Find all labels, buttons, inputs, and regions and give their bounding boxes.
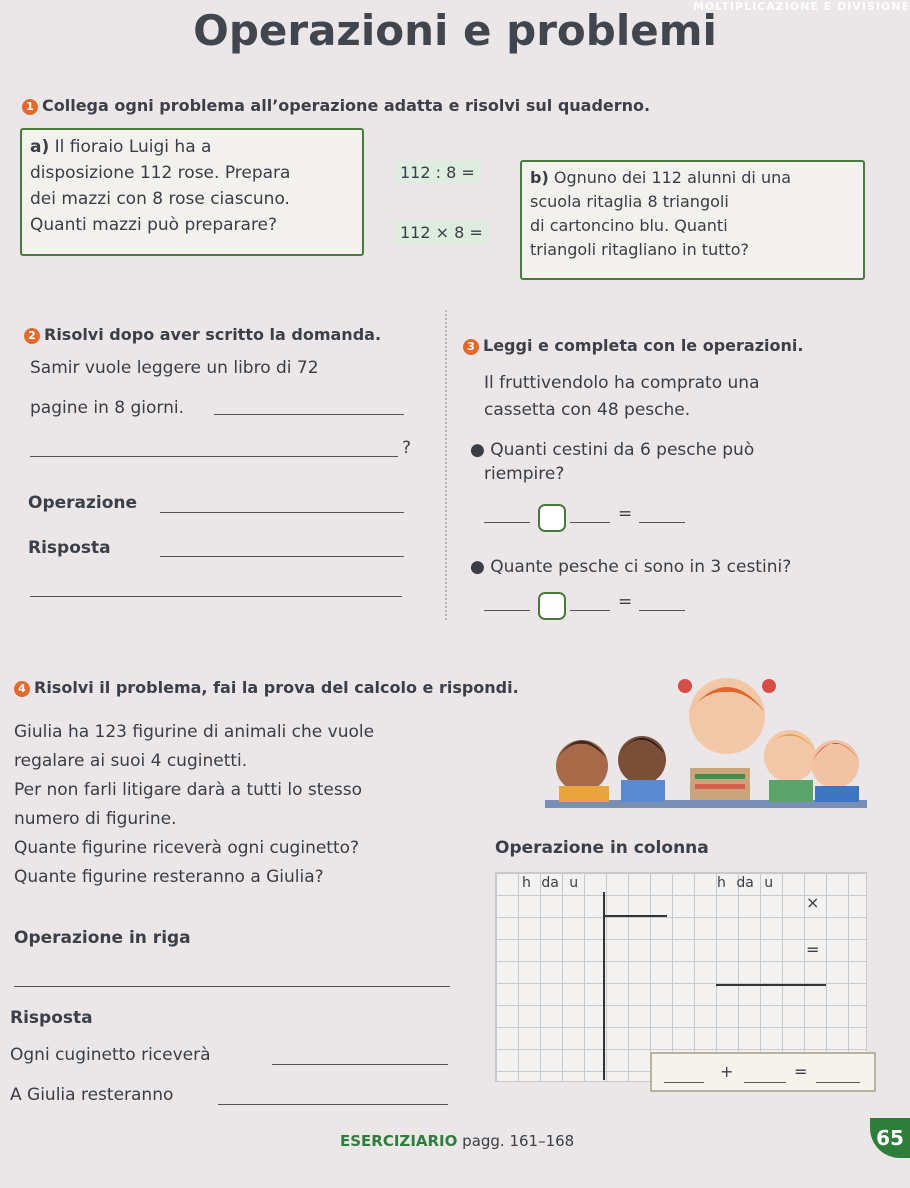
eq1-blank-a[interactable] — [484, 522, 530, 523]
risposta-blank-2[interactable] — [30, 596, 402, 597]
page-title: Operazioni e problemi — [193, 6, 717, 55]
operazione-label: Operazione — [28, 493, 138, 513]
proof-sum-box[interactable] — [650, 1052, 876, 1092]
risposta-label: Risposta — [28, 538, 111, 558]
proof-blank-b[interactable] — [744, 1082, 786, 1083]
problem-b-box[interactable] — [520, 160, 865, 280]
problem-b-line-2: scuola ritaglia 8 triangoli — [530, 192, 729, 211]
children-illustration — [545, 668, 867, 810]
ex4-line-6: Quante figurine resteranno a Giulia? — [14, 867, 324, 887]
exercise-3-text-2: cassetta con 48 pesche. — [484, 400, 691, 420]
eq2-operator-box[interactable] — [538, 592, 566, 620]
eq2-equals: = — [618, 592, 633, 612]
exercise-4-number: 4 — [14, 681, 30, 697]
problem-a-box[interactable] — [20, 128, 364, 256]
exercise-3-number: 3 — [463, 339, 479, 355]
eq1-equals: = — [618, 504, 633, 524]
problem-b-label: b) — [530, 168, 549, 187]
division-horizontal-bar — [603, 915, 667, 917]
eq1-blank-b[interactable] — [570, 522, 610, 523]
question-blank-2[interactable] — [30, 456, 398, 457]
problem-b-line-4: triangoli ritagliano in tutto? — [530, 240, 750, 259]
eq2-blank-result[interactable] — [639, 610, 685, 611]
problem-a-line-2: disposizione 112 rose. Prepara — [30, 163, 291, 183]
problem-a-line-1: Il fioraio Luigi ha a — [54, 137, 212, 157]
operazione-riga-label: Operazione in riga — [14, 928, 191, 948]
ex4-line-4: numero di figurine. — [14, 809, 177, 829]
eserciziario-reference[interactable] — [340, 1132, 574, 1150]
section-header-strip: MOLTIPLICAZIONE E DIVISIONE — [692, 0, 910, 13]
eserciziario-pages: pagg. 161–168 — [462, 1132, 575, 1150]
risposta-blank-1[interactable] — [160, 556, 404, 557]
exercise-3-question-1: ● Quanti cestini da 6 pesche può — [470, 440, 755, 460]
eq2-blank-a[interactable] — [484, 610, 530, 611]
exercise-4-body — [14, 718, 374, 892]
operazione-colonna-label: Operazione in colonna — [495, 838, 709, 858]
exercise-1-instruction: 1 Collega ogni problema all’operazione adatta e risolvi sul quaderno. — [22, 96, 892, 115]
grid-headers-left: h da u — [522, 875, 579, 891]
operation-multiplication-chip[interactable]: 112 × 8 = — [394, 221, 489, 244]
exercise-3-question-2: ● Quante pesche ci sono in 3 cestini? — [470, 557, 792, 577]
grid-headers-right: h da u — [717, 875, 774, 891]
exercise-2-number: 2 — [24, 328, 40, 344]
ex4-risposta-label: Risposta — [10, 1008, 93, 1028]
exercise-2-text-1: Samir vuole leggere un libro di 72 — [30, 358, 319, 378]
answer-2-label: A Giulia resteranno — [10, 1085, 174, 1105]
problem-a-label: a) — [30, 137, 50, 157]
ex4-line-5: Quante figurine riceverà ogni cuginetto? — [14, 838, 360, 858]
eq2-blank-b[interactable] — [570, 610, 610, 611]
exercise-2-text-2: pagine in 8 giorni. — [30, 398, 184, 418]
question-blank-1[interactable] — [214, 414, 404, 415]
ex4-line-2: regalare ai suoi 4 cuginetti. — [14, 751, 248, 771]
proof-blank-result[interactable] — [816, 1082, 860, 1083]
plus-sign: + — [720, 1062, 734, 1081]
proof-equals: = — [794, 1062, 808, 1081]
exercise-4-instruction: 4 Risolvi il problema, fai la prova del calcolo e rispondi. — [14, 678, 519, 697]
times-sign: × — [806, 893, 820, 912]
ex4-line-3: Per non farli litigare darà a tutti lo stesso — [14, 780, 362, 800]
exercise-3-question-1b: riempire? — [484, 464, 565, 484]
operazione-blank[interactable] — [160, 512, 404, 513]
column-divider — [445, 310, 447, 620]
question-mark: ? — [402, 438, 412, 458]
multiplication-result-line — [716, 984, 826, 986]
problem-b-line-1: Ognuno dei 112 alunni di una — [553, 168, 792, 187]
problem-a-line-3: dei mazzi con 8 rose ciascuno. — [30, 189, 290, 209]
equation-row-2 — [484, 592, 694, 618]
page-number: 65 — [870, 1118, 910, 1158]
exercise-3-text-1: Il fruttivendolo ha comprato una — [484, 373, 760, 393]
eserciziario-label: ESERCIZIARIO — [340, 1132, 458, 1150]
problem-a-line-4: Quanti mazzi può preparare? — [30, 215, 278, 235]
ex4-line-1: Giulia ha 123 figurine di animali che vuole — [14, 722, 375, 742]
proof-blank-a[interactable] — [664, 1082, 704, 1083]
problem-b-line-3: di cartoncino blu. Quanti — [530, 216, 728, 235]
answer-1-label: Ogni cuginetto riceverà — [10, 1045, 211, 1065]
exercise-2-instruction: 2 Risolvi dopo aver scritto la domanda. — [24, 325, 381, 344]
answer-2-blank[interactable] — [218, 1104, 448, 1105]
exercise-1-number: 1 — [22, 99, 38, 115]
exercise-3-instruction: 3 Leggi e completa con le operazioni. — [463, 336, 803, 355]
operazione-riga-blank[interactable] — [14, 986, 450, 987]
grid-equals-sign: = — [806, 940, 820, 959]
division-vertical-bar — [603, 892, 605, 1080]
operation-division-chip[interactable]: 112 : 8 = — [394, 161, 481, 184]
equation-row-1 — [484, 504, 694, 530]
eq1-operator-box[interactable] — [538, 504, 566, 532]
eq1-blank-result[interactable] — [639, 522, 685, 523]
answer-1-blank[interactable] — [272, 1064, 448, 1065]
